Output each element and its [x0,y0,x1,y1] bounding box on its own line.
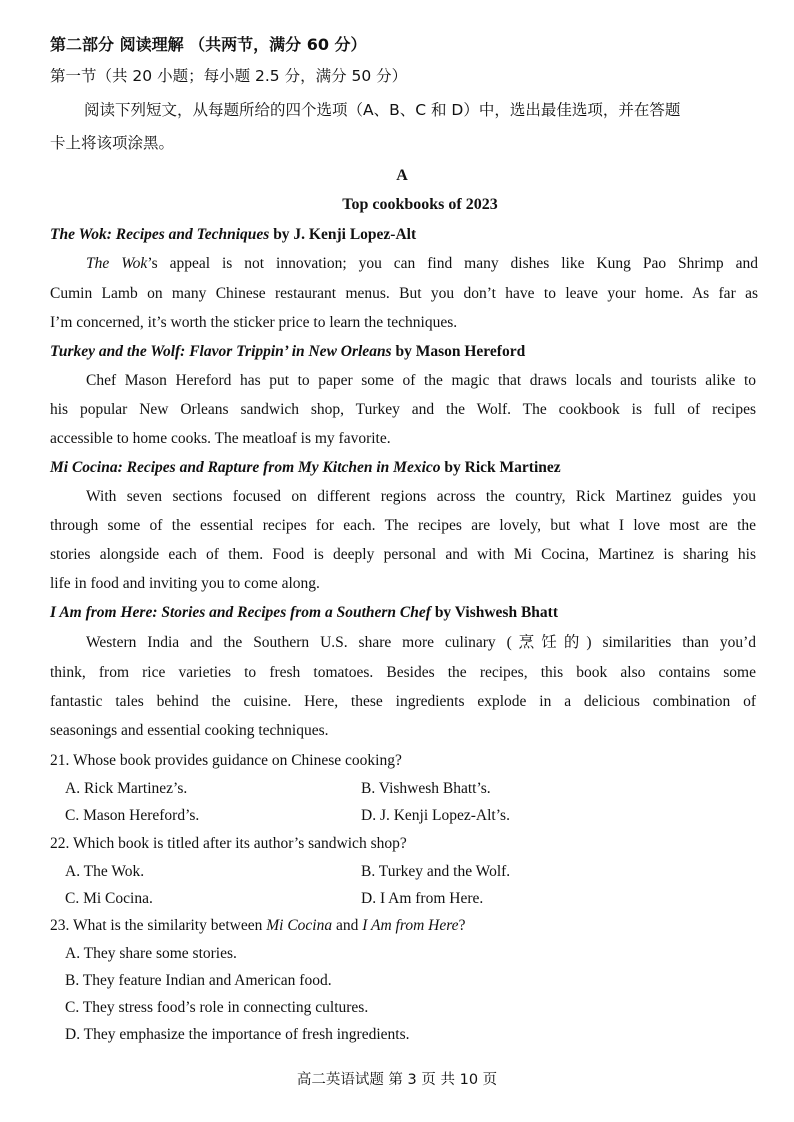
book-heading [50,458,561,478]
paragraph-line: The Wok’s appeal is not innovation; you can find many dishes like Kung Pao Shrimp and [86,255,758,272]
book-title: The Wok: Recipes and Techniques [50,226,270,243]
answer-option[interactable]: B. Turkey and the Wolf. [361,863,511,880]
answer-option[interactable]: D. I Am from Here. [361,890,484,907]
paragraph-line: his popular New Orleans sandwich shop, Turkey and the Wolf. The cookbook is full of recipes [50,401,756,418]
answer-option[interactable]: C. Mi Cocina. [65,890,153,907]
book-title: Mi Cocina: Recipes and Rapture from My Kitchen in Mexico [50,459,441,476]
section-subheading: 第一节（共 20 小题；每小题 2.5 分，满分 50 分） [50,67,408,85]
paragraph-line: Chef Mason Hereford has put to paper some of the magic that draws locals and tourists alike to [86,372,756,389]
question-stem: 21. Whose book provides guidance on Chinese cooking? [50,752,402,769]
book-heading [50,603,558,623]
answer-option[interactable]: A. The Wok. [65,863,145,880]
book-author: by Mason Hereford [391,343,526,360]
answer-option[interactable]: D. They emphasize the importance of fresh ingredients. [65,1026,410,1043]
paragraph-line: seasonings and essential cooking techniques. [50,722,329,739]
book-heading [50,342,525,362]
book-author: by Vishwesh Bhatt [430,604,558,621]
paragraph-line: accessible to home cooks. The meatloaf is my favorite. [50,430,391,447]
paragraph-line: think, from rice varieties to fresh tomatoes. Besides the recipes, this book also contains some [50,664,756,681]
answer-option[interactable]: D. J. Kenji Lopez-Alt’s. [361,807,510,824]
book-title: Turkey and the Wolf: Flavor Trippin’ in New Orleans [50,343,392,360]
book-title: I Am from Here: Stories and Recipes from a Southern Chef [50,604,431,621]
answer-option[interactable]: C. They stress food’s role in connecting cultures. [65,999,369,1016]
book-author: by J. Kenji Lopez-Alt [269,226,417,243]
book-heading [50,225,416,245]
answer-option[interactable]: A. They share some stories. [65,945,237,962]
book-title-inline: The Wok [86,255,148,272]
question-stem: 22. Which book is titled after its author’s sandwich shop? [50,835,407,852]
paragraph-line: Cumin Lamb on many Chinese restaurant menus. But you don’t have to leave your home. As far as [50,285,758,302]
answer-option[interactable]: B. They feature Indian and American food. [65,972,332,989]
answer-option[interactable]: A. Rick Martinez’s. [65,780,188,797]
passage-title: Top cookbooks of 2023 [342,196,498,213]
question-stem: 23. What is the similarity between Mi Cocina and I Am from Here? [50,917,466,934]
answer-option[interactable]: B. Vishwesh Bhatt’s. [361,780,491,797]
paragraph-line: fantastic tales behind the cuisine. Here, these ingredients explode in a delicious combination of [50,693,756,710]
page-footer: 高二英语试题 第 3 页 共 10 页 [296,1072,498,1088]
paragraph-line: life in food and inviting you to come along. [50,575,320,592]
paragraph-line: stories alongside each of them. Food is deeply personal and with Mi Cocina, Martinez is sharing his [50,546,756,563]
section-heading: 第二部分 阅读理解 （共两节，满分 60 分） [50,35,367,54]
instruction-line-1: 阅读下列短文，从每题所给的四个选项（A、B、C 和 D）中，选出最佳选项，并在答题 [84,101,681,119]
paragraph-line: I’m concerned, it’s worth the sticker price to learn the techniques. [50,314,458,331]
book-author: by Rick Martinez [440,459,561,476]
paragraph-line: With seven sections focused on different regions across the country, Rick Martinez guides you [86,488,756,505]
paragraph-line: through some of the essential recipes for each. The recipes are lovely, but what I love most are the [50,517,756,534]
instruction-line-2: 卡上将该项涂黑。 [50,134,175,152]
paragraph-line: Western India and the Southern U.S. share more culinary (烹饪的) similarities than you’d [86,634,756,651]
passage-letter: A [396,167,408,184]
answer-option[interactable]: C. Mason Hereford’s. [65,807,200,824]
